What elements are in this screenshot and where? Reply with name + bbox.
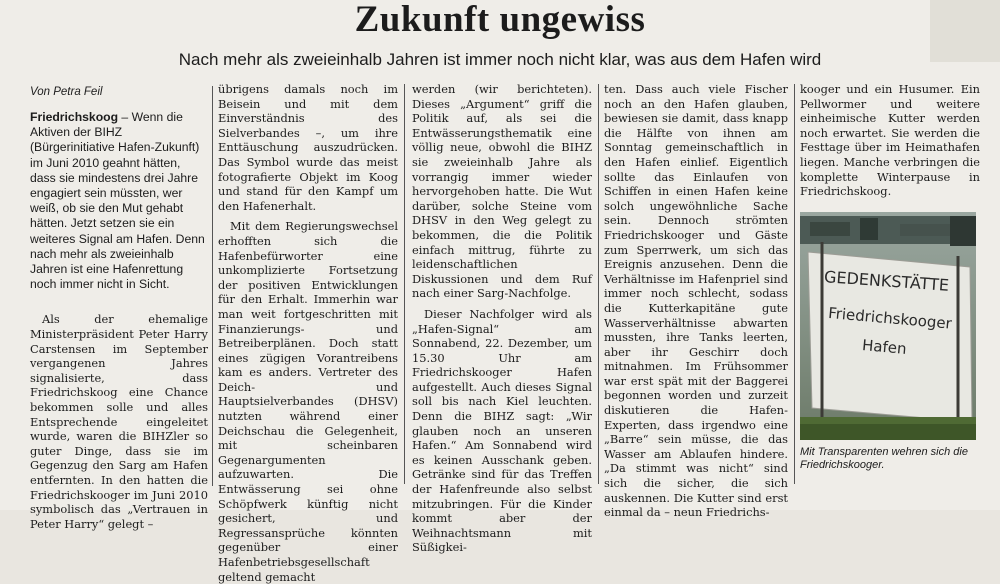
paragraph: kooger und ein Husumer. Ein Pellwormer und weitere einheimische Kutter werden noch erwartet. Sie werden die Festtage über im Heimathafen liegen. Manche verbringen die komplette Winterpause in Friedrichskoog.: [800, 82, 980, 199]
column-rule: [404, 84, 405, 484]
lead-paragraph: [30, 110, 208, 292]
column-rule: [794, 84, 795, 484]
column-rule: [598, 84, 599, 484]
paragraph: werden (wir berichteten). Dieses „Argument“ griff die Politik auf, als sei die Entwässerungsthematik eine völlig neue, obwohl die BIHZ sie zweieinhalb Jahre als vorrangig immer wieder hervorgehoben hatte. Die Wut darüber, solche Steine vom DHSV in den Weg gelegt zu bekommen, die die Politik einfach mittrug, führte zu leidenschaftlichen Diskussionen und dem Ruf nach einer Sarg-Nachfolge.: [412, 82, 592, 301]
paragraph: ten. Dass auch viele Fischer noch an den Hafen glauben, bewiesen sie damit, dass knapp die Hälfte von ihnen am Sonntag gemeinschaftlich in den Hafen einlief. Eigentlich sollte das Einlaufen von Schiffen in einen Hafen keine solch ungewöhnliche Sache sein. Dennoch strömten Friedrichskooger und Gäste zum Sperrwerk, um sich das Ereignis anzusehen. Denn die Verhältnisse im Hafenpriel sind immer noch schlecht, sodass die Kutterkapitäne gute Wasserverhältnisse abwarten mussten, ihre Tanks leerten, aber ihr Geschirr doch mitnahmen. Im Frühsommer war erst spät mit der Baggerei begonnen worden und zurzeit diskutieren die Hafen-Experten, dass irgendwo eine „Barre“ sein müsse, die das Wasser am Ablaufen hindere. „Da stimmt was nicht“ sind sich die sicher, die sich auskennen. Die Kutter sind erst einmal da – neun Friedrichs-: [604, 82, 788, 520]
column-1: [30, 110, 208, 531]
dateline: Friedrichskoog: [30, 110, 119, 124]
column-rule: [212, 86, 213, 486]
byline: Von Petra Feil: [30, 86, 103, 98]
article-subheadline: Nach mehr als zweieinhalb Jahren ist immer noch nicht klar, was aus dem Hafen wird: [178, 50, 822, 69]
lead-text: – Wenn die Aktiven der BIHZ (Bürgerinitiative Hafen-Zukunft) im Juni 2010 geahnt hätten, dass sie mindestens drei Jahre engagiert sein müssten, wer weiß, ob sie den Mut gehabt hätten. Jetzt setzen sie ein weiteres Signal am Hafen. Denn nach mehr als zweieinhalb Jahren ist eine Hafenrettung noch immer nicht in Sicht.: [30, 110, 205, 292]
paragraph: Dieser Nachfolger wird als „Hafen-Signal“ am Sonnabend, 22. Dezember, um 15.30 Uhr am Friedrichskooger Hafen aufgestellt. Auch dieses Signal soll bis nach Kiel leuchten. Denn die BIHZ sagt: „Wir glauben noch an unseren Hafen.“ Am Sonnabend wird es keinen Ausschank geben. Getränke sind für das Treffen der Hafenfreunde also selbst mitzubringen. Für die Kinder kommt aber der Weihnachtsmann mit Süßigkei-: [412, 306, 592, 555]
banner-text-3: Hafen: [861, 336, 908, 358]
paragraph: Als der ehemalige Ministerpräsident Peter Harry Carstensen im September vergangenen Jahres signalisierte, dass Friedrichskoog eine Chance bekommen solle und alles Entsprechende eingeleitet wurde, waren die BIHZler so guter Dinge, dass sie im Gegenzug den Sarg am Hafen entfernten. In den hatten die Friedrichskooger im Juni 2010 symbolisch das „Vertrauen in Peter Harry“ gelegt –: [30, 312, 208, 531]
banner-text-1: GEDENKSTÄTTE: [823, 267, 950, 295]
column-3: [412, 82, 592, 555]
column-2: [218, 82, 398, 584]
paragraph: übrigens damals noch im Beisein und mit dem Einverständnis des Sielverbandes –, um ihre Enttäuschung auszudrücken. Das Symbol wurde das meist fotografierte Objekt im Koog und stand für den Kampf um den Hafenerhalt.: [218, 82, 398, 213]
article-headline: Zukunft ungewiss: [354, 0, 646, 40]
paragraph: Mit dem Regierungswechsel erhofften sich die Hafenbefürworter eine unkomplizierte Fortsetzung der positiven Entwicklungen für den Erhalt. Immerhin war man weit fortgeschritten mit Finanzierungs- und Betreiberplänen. Doch statt eines zügigen Vorantreibens kam es anders. Vertreter des Deich- und Hauptsielverbandes (DHSV) nutzten während einer Deichschau die Gelegenheit, mit scheinbaren Gegenargumenten aufzuwarten. Die Entwässerung sei ohne Schöpfwerk künftig nicht gesichert, und Regressansprüche könnten gegenüber einer Hafenbetriebsgesellschaft geltend gemacht: [218, 219, 398, 584]
column-5: [800, 82, 980, 207]
banner-text-2: Friedrichskooger: [827, 303, 953, 333]
photo-caption: Mit Transparenten wehren sich die Friedrichskooger.: [800, 446, 968, 471]
column-4: [604, 82, 788, 520]
article-photo: [800, 212, 976, 440]
